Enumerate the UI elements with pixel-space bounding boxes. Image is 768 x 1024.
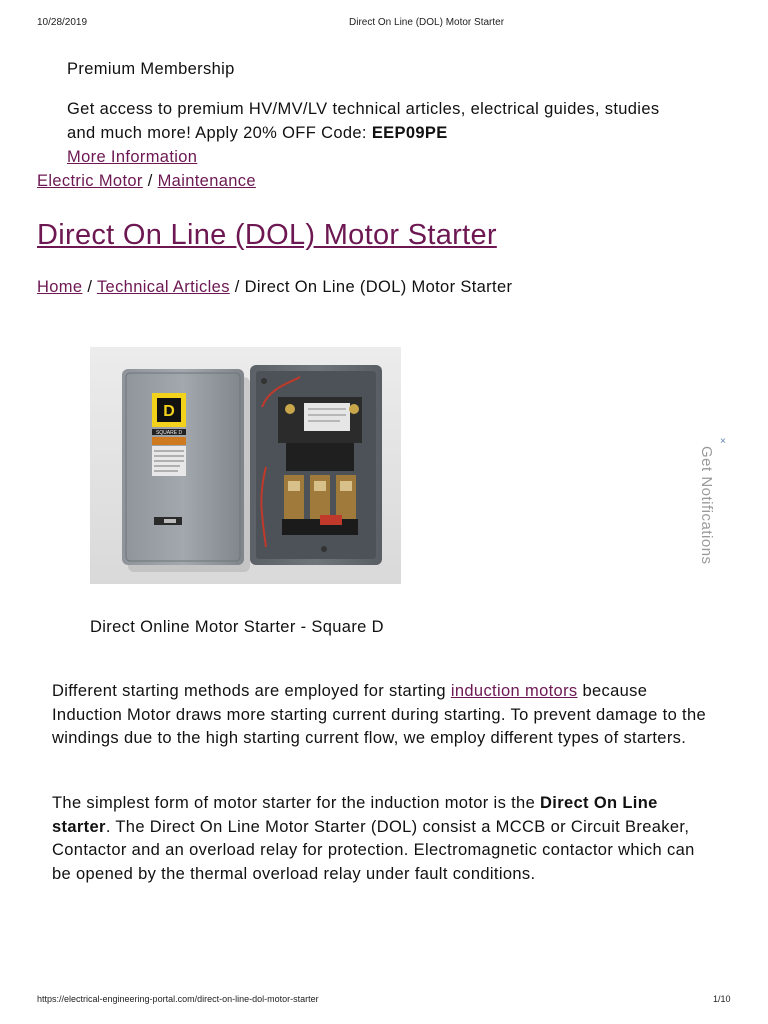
more-information-link[interactable]: More Information (67, 148, 198, 166)
print-title: Direct On Line (DOL) Motor Starter (349, 17, 505, 28)
svg-text:D: D (163, 403, 175, 420)
page-number: 1/10 (713, 994, 731, 1004)
breadcrumb (37, 276, 512, 300)
get-notifications-tab[interactable]: Get Notifications (698, 446, 715, 565)
category-maintenance-link[interactable]: Maintenance (157, 172, 256, 190)
print-url: https://electrical-engineering-portal.com/direct-on-line-dol-motor-starter (37, 994, 319, 1004)
paragraph-text: Different starting methods are employed for starting (52, 682, 451, 700)
logo-text: SQUARE D (155, 430, 183, 436)
breadcrumb-home-link[interactable]: Home (37, 278, 83, 296)
figure-caption: Direct Online Motor Starter - Square D (90, 618, 384, 636)
bold-term: Direct On Line starter (52, 794, 658, 836)
breadcrumb-technical-articles-link[interactable]: Technical Articles (96, 278, 230, 296)
close-icon[interactable]: × (720, 436, 726, 447)
print-date: 10/28/2019 (37, 17, 88, 28)
breadcrumb-current: Direct On Line (DOL) Motor Starter (244, 278, 513, 296)
breadcrumb-separator: / (229, 278, 245, 296)
premium-heading: Premium Membership (67, 60, 235, 78)
category-separator: / (142, 172, 158, 190)
article-title-link[interactable]: Direct On Line (DOL) Motor Starter (37, 219, 497, 251)
paragraph-starting-methods (52, 680, 712, 751)
category-links (37, 170, 256, 194)
breadcrumb-separator: / (82, 278, 97, 296)
promo-code: EEP09PE (371, 123, 448, 142)
premium-description: Get access to premium HV/MV/LV technical articles, electrical guides, studies and much more! Apply 20% OFF Code: (67, 100, 660, 142)
paragraph-text: The simplest form of motor starter for the induction motor is the (52, 794, 541, 812)
paragraph-text: because Induction Motor draws more starting current during starting. To prevent damage to the windings due to the high starting current flow, we employ different types of starters. (52, 682, 707, 747)
paragraph-text: . The Direct On Line Motor Starter (DOL) consist a MCCB or Circuit Breaker, Contactor and an overload relay for protection. Electromagnetic contactor which can be opened by the thermal overload relay under fault conditions. (52, 817, 695, 883)
motor-starter-photo (90, 347, 401, 584)
premium-text (67, 98, 667, 145)
paragraph-dol-description (52, 792, 714, 886)
induction-motors-link[interactable]: induction motors (450, 682, 578, 700)
category-electric-motor-link[interactable]: Electric Motor (37, 172, 143, 190)
